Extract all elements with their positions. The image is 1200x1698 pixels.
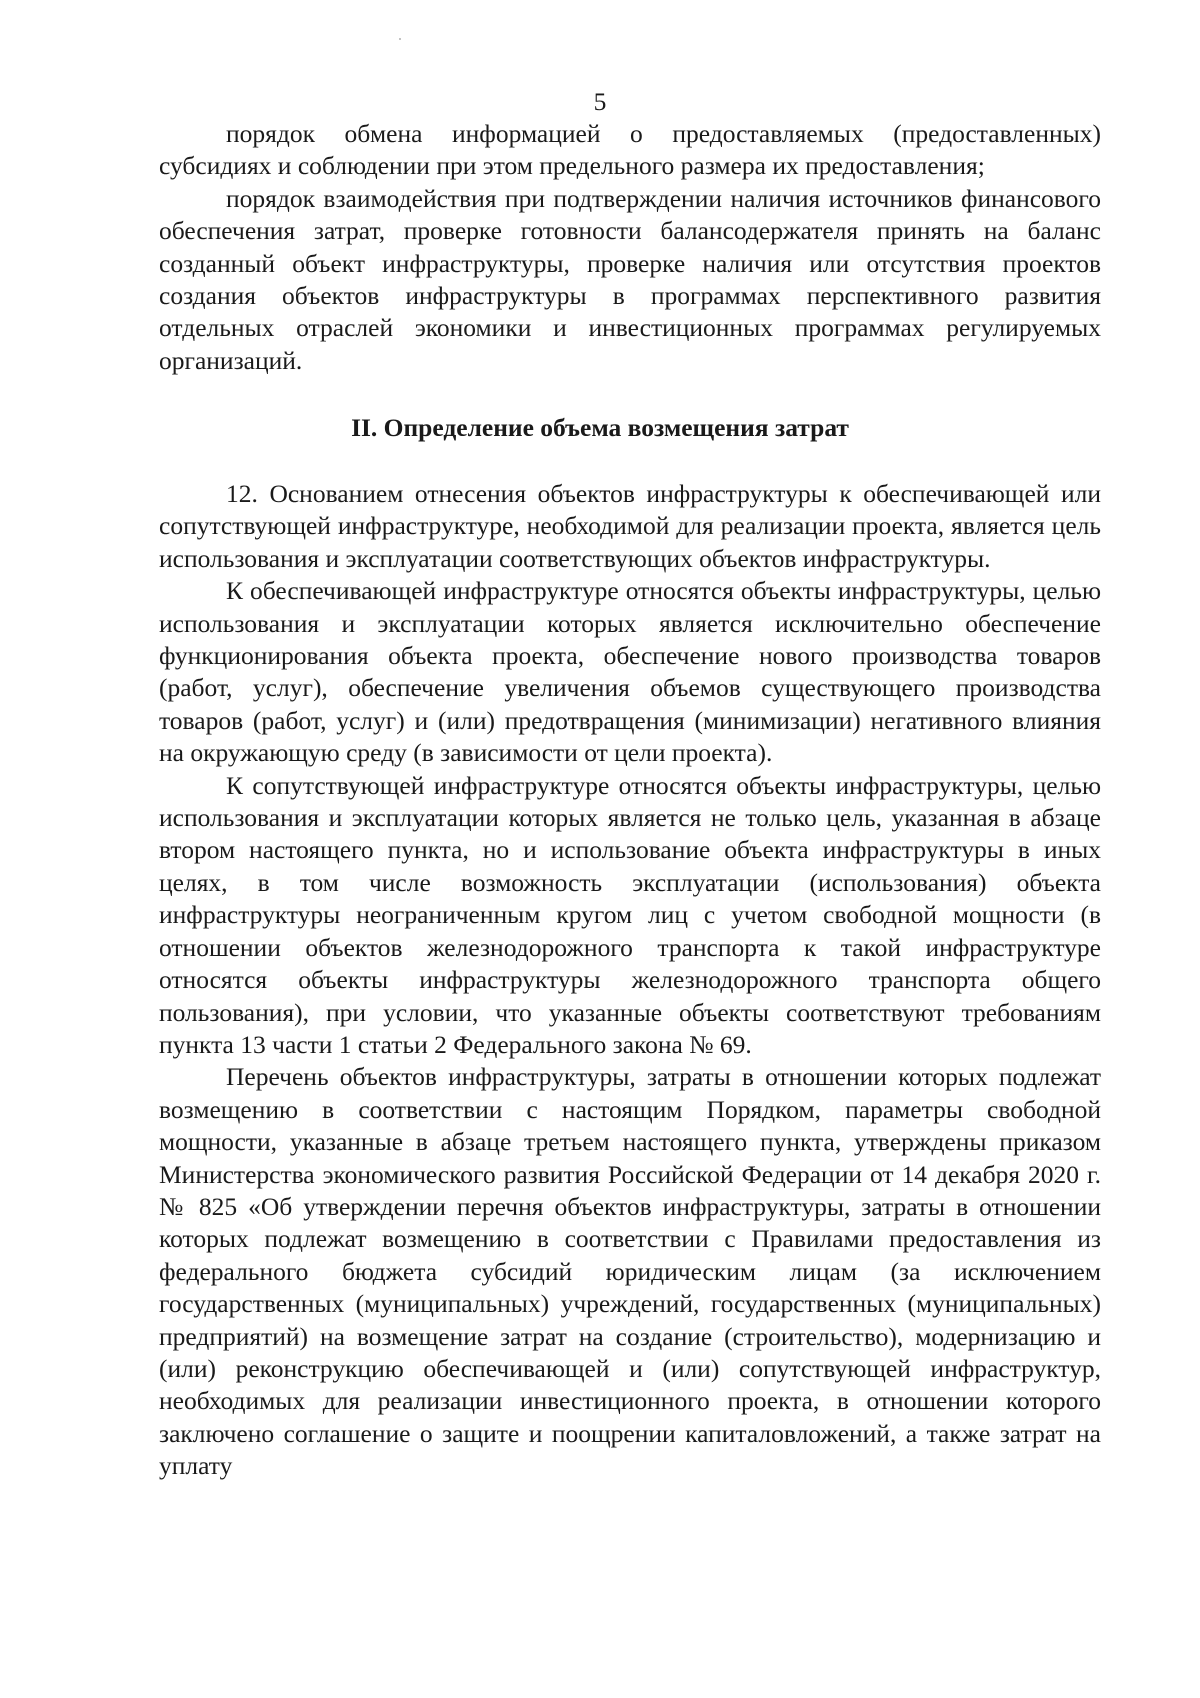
scan-speck bbox=[399, 38, 401, 40]
paragraph-accompanying-infrastructure: К сопутствующей инфраструктуре относятся объекты инфраструктуры, целью использования и эксплуатации которых является не только цель, указанная в абзаце втором настоящего пункта, но и использование объекта инфраструктуры в иных целях, в том числе возможность эксплуатации (использования) объекта инфраструктуры неограниченным кругом лиц с учетом свободной мощности (в отношении объектов железнодорожного транспорта к такой инфраструктуре относятся объекты инфраструктуры железнодорожного транспорта общего пользования), при условии, что указанные объекты соответствуют требованиям пункта 13 части 1 статьи 2 Федерального закона № 69. bbox=[159, 770, 1101, 1059]
page-number: 5 bbox=[593, 87, 607, 116]
paragraph-supporting-infrastructure: К обеспечивающей инфраструктуре относятся объекты инфраструктуры, целью использования и эксплуатации которых является исключительно обеспечение функционирования объекта проекта, обеспечение нового производства товаров (работ, услуг), обеспечение увеличения объемов существующего производства товаров (работ, услуг) и (или) предотвращения (минимизации) негативного влияния на окружающую среду (в зависимости от цели проекта). bbox=[159, 576, 1101, 768]
section-body bbox=[159, 478, 1101, 1483]
paragraph-exchange-order: порядок обмена информацией о предоставляемых (предоставленных) субсидиях и соблюдении при этом предельного размера их предоставления; bbox=[159, 119, 1101, 181]
paragraph-interaction-order: порядок взаимодействия при подтверждении наличия источников финансового обеспечения затрат, проверке готовности балансодержателя принять на баланс созданный объект инфраструктуры, проверке наличия или отсутствия проектов создания объектов инфраструктуры в программах перспективного развития отдельных отраслей экономики и инвестиционных программах регулируемых организаций. bbox=[159, 183, 1101, 375]
paragraph-infrastructure-list: Перечень объектов инфраструктуры, затраты в отношении которых подлежат возмещению в соответствии с настоящим Порядком, параметры свободной мощности, указанные в абзаце третьем настоящего пункта, утверждены приказом Министерства экономического развития Российской Федерации от 14 декабря 2020 г. № 825 «Об утверждении перечня объектов инфраструктуры, затраты в отношении которых подлежат возмещению в соответствии с Правилами предоставления из федерального бюджета субсидий юридическим лицам (за исключением государственных (муниципальных) учреждений, государственных (муниципальных) предприятий) на возмещение затрат на создание (строительство), модернизацию и (или) реконструкцию обеспечивающей и (или) сопутствующей инфраструктур, необходимых для реализации инвестиционного проекта, в отношении которого заключено соглашение о защите и поощрении капиталовложений, а также затрат на уплату bbox=[159, 1062, 1101, 1481]
intro-block bbox=[159, 118, 1101, 377]
paragraph-clause-12: 12. Основанием отнесения объектов инфраструктуры к обеспечивающей или сопутствующей инфраструктуре, необходимой для реализации проекта, является цель использования и эксплуатации соответствующих объектов инфраструктуры. bbox=[159, 479, 1101, 573]
section-heading: II. Определение объема возмещения затрат bbox=[351, 413, 849, 442]
